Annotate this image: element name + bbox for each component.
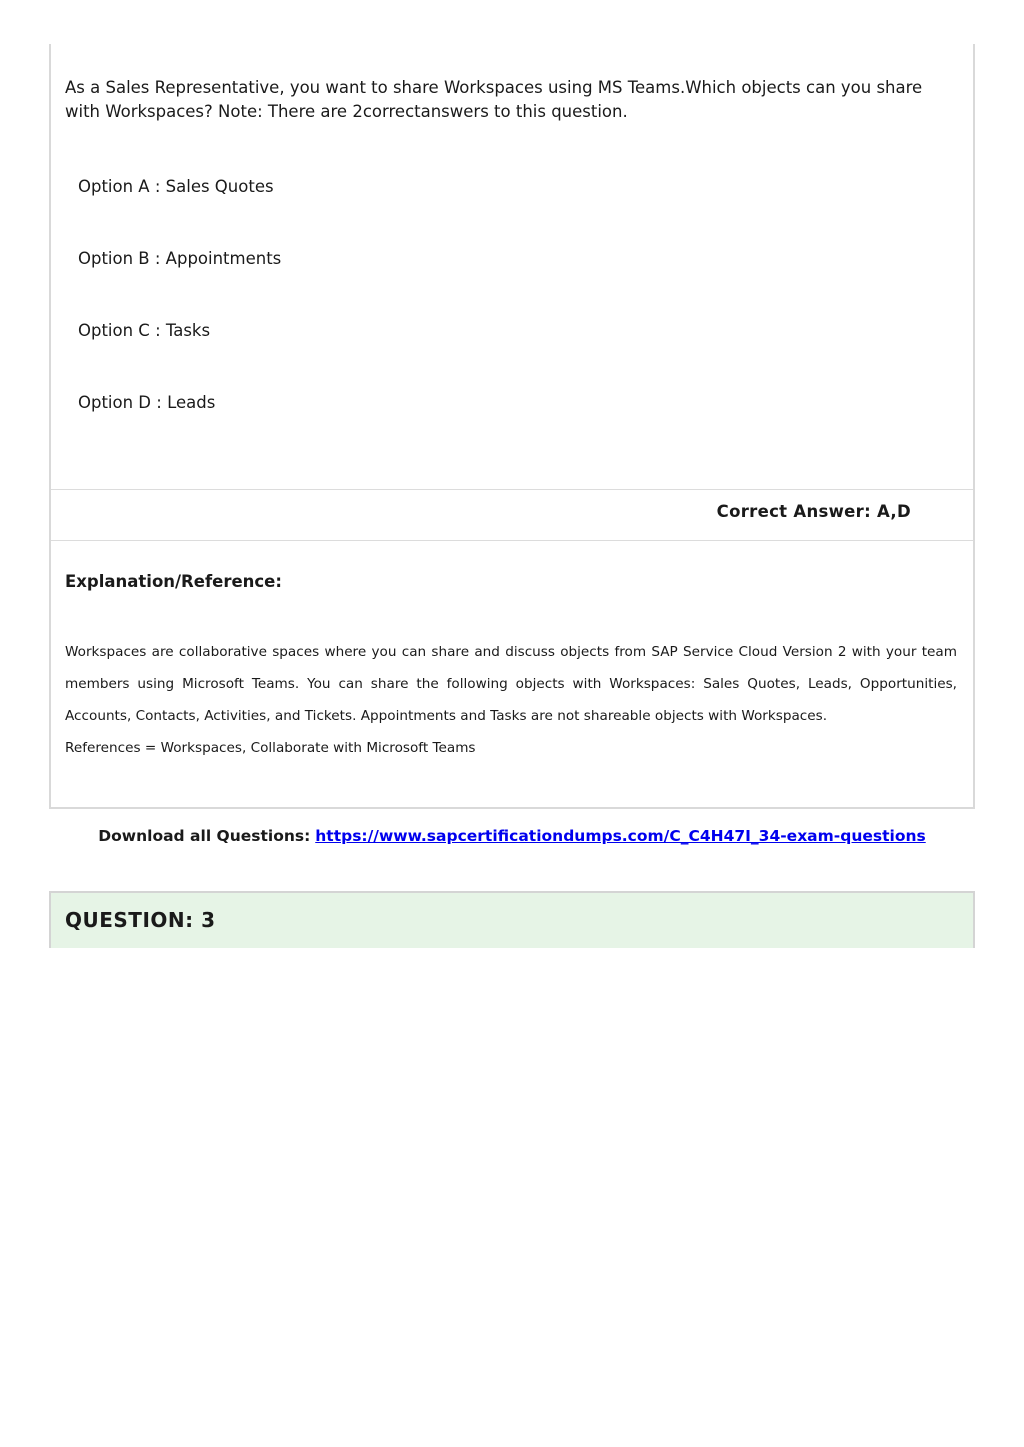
explanation-body (65, 636, 957, 764)
question-text: As a Sales Representative, you want to share Workspaces using MS Teams.Which objects can you share with Workspaces? Note: There are 2correctanswers to this question. (65, 78, 923, 121)
answer-bottom-divider (51, 540, 973, 541)
correct-answer: Correct Answer: A,D (716, 502, 911, 521)
next-question-title: QUESTION: 3 (65, 908, 216, 932)
explanation-paragraph: Workspaces are collaborative spaces where you can share and discuss objects from SAP Service Cloud Version 2 with your team members using Microsoft Teams. You can share the following objects with Workspaces: Sales Quotes, Leads, Opportunities, Accounts, Contacts, Activities, and Tickets. Appointments and Tasks are not shareable objects with Workspaces. (65, 644, 957, 724)
next-question-header (49, 891, 975, 948)
download-label: Download all Questions: (98, 827, 311, 845)
option-d: Option D : Leads (78, 393, 216, 412)
option-b: Option B : Appointments (78, 249, 282, 268)
question-card (49, 44, 975, 809)
answer-row (51, 490, 973, 540)
explanation-title: Explanation/Reference: (65, 572, 282, 591)
option-c: Option C : Tasks (78, 321, 211, 340)
option-a: Option A : Sales Quotes (78, 177, 274, 196)
explanation-references: References = Workspaces, Collaborate with Microsoft Teams (65, 740, 476, 756)
download-line (0, 827, 1024, 845)
download-link[interactable]: https://www.sapcertificationdumps.com/C_C4H47I_34-exam-questions (315, 827, 926, 845)
